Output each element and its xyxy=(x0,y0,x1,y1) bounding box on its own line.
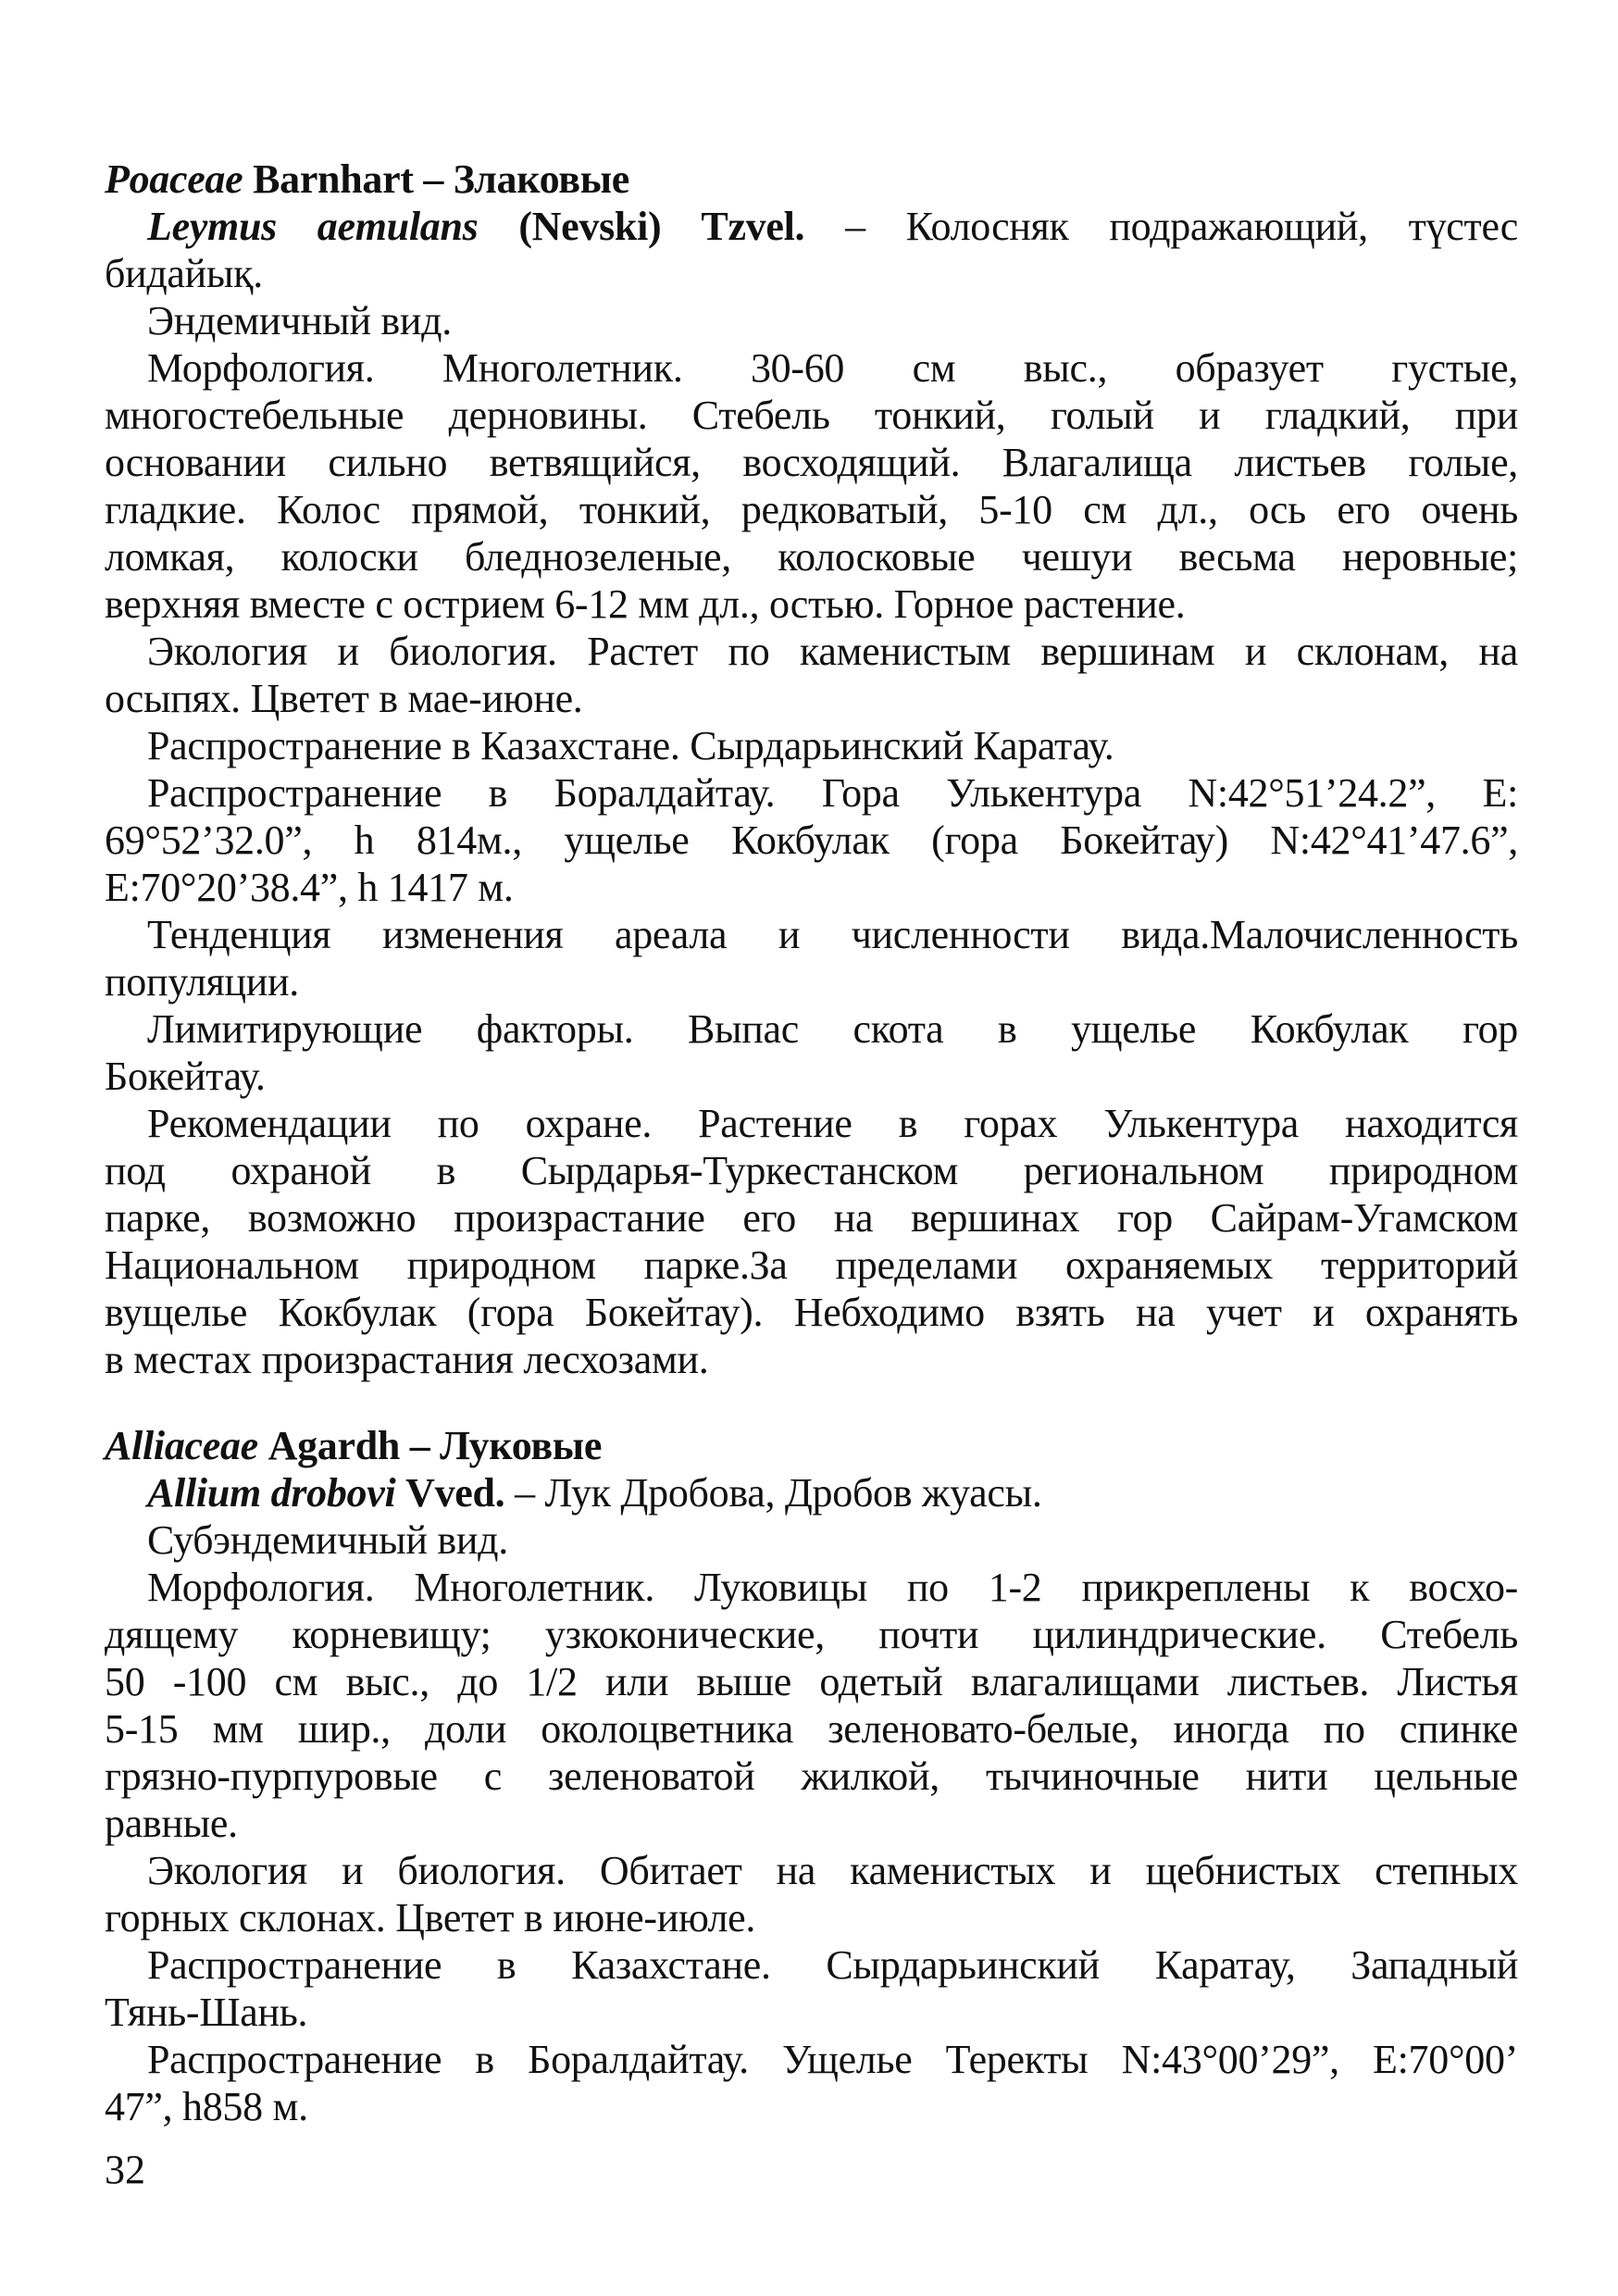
text-run: Poaceae xyxy=(105,156,254,202)
text-line: 5-15 мм шир., доли околоцветника зеленовато-белые, иногда по спинке xyxy=(105,1706,1518,1752)
text-run: Agardh – Луковые xyxy=(268,1423,603,1468)
text-run: – Колосняк подражающий, түстес xyxy=(845,204,1518,249)
text-line: горных склонах. Цветет в июне-июле. xyxy=(105,1895,756,1940)
text-run: Leymus aemulans xyxy=(147,204,519,249)
text-line: парке, возможно произрастание его на вершинах гор Сайрам-Угамском xyxy=(105,1195,1518,1241)
species-section-poaceae xyxy=(105,156,1518,1383)
text-line: ломкая, колоски бледнозеленые, колосковые чешуи весьма неровные; xyxy=(105,534,1518,580)
text-line: Распространение в Боралдайтау. Гора Улькентура N:42°51’24.2”, E: xyxy=(147,770,1518,816)
text-line: 50 -100 см выс., до 1/2 или выше одетый влагалищами листьев. Листья xyxy=(105,1659,1518,1704)
text-run: Vved. xyxy=(405,1470,516,1516)
text-line: бидайық. xyxy=(105,251,263,296)
text-line: в местах произрастания лесхозами. xyxy=(105,1337,709,1382)
text-run: Barnhart – Злаковые xyxy=(253,156,630,202)
text-line: Морфология. Многолетник. Луковицы по 1-2 прикреплены к восхо- xyxy=(147,1565,1518,1610)
text-line: популяции. xyxy=(105,959,299,1004)
text-run: (Nevski) Tzvel. xyxy=(518,204,846,249)
section-header xyxy=(105,156,1518,203)
text-line: Распространение в Казахстане. Сырдарьинский Каратау, Западный xyxy=(147,1942,1518,1988)
text-line: Тенденция изменения ареала и численности вида.Малочисленность xyxy=(147,912,1518,957)
text-line: вущелье Кокбулак (гора Бокейтау). Небходимо взять на учет и охранять xyxy=(105,1290,1518,1335)
text-run: – Лук Дробова, Дробов жуасы. xyxy=(515,1470,1042,1516)
text-line: Национальном природном парке.За пределами охраняемых территорий xyxy=(105,1242,1518,1288)
text-line: гладкие. Колос прямой, тонкий, редковатый, 5-10 см дл., ось его очень xyxy=(105,487,1518,532)
text-run: Alliaceae xyxy=(105,1423,268,1468)
text-line: 69°52’32.0”, h 814м., ущелье Кокбулак (гора Бокейтау) N:42°41’47.6”, xyxy=(105,817,1518,863)
text-line: Рекомендации по охране. Растение в горах Улькентура находится xyxy=(147,1101,1518,1146)
section-header xyxy=(105,1422,1518,1469)
text-line: Распространение в Казахстане. Сырдарьинский Каратау. xyxy=(147,723,1114,768)
text-line: под охраной в Сырдарья-Туркестанском региональном природном xyxy=(105,1148,1518,1193)
text-line: многостебельные дерновины. Стебель тонкий, голый и гладкий, при xyxy=(105,393,1518,438)
text-line: основании сильно ветвящийся, восходящий. Влагалища листьев голые, xyxy=(105,440,1518,485)
text-line: Субэндемичный вид. xyxy=(147,1517,508,1563)
text-line: Тянь-Шань. xyxy=(105,1990,308,2035)
text-line: Бокейтау. xyxy=(105,1054,266,1099)
text-line: дящему корневищу; узкоконические, почти цилиндрические. Стебель xyxy=(105,1612,1518,1657)
text-line: Распространение в Боралдайтау. Ущелье Теректы N:43°00’29”, E:70°00’ xyxy=(147,2037,1518,2082)
text-line: равные. xyxy=(105,1801,238,1846)
text-line: 47”, h858 м. xyxy=(105,2084,308,2129)
text-line xyxy=(105,1469,1518,1516)
text-line: Морфология. Многолетник. 30-60 см выс., образует густые, xyxy=(147,345,1518,391)
text-line: осыпях. Цветет в мае-июне. xyxy=(105,676,583,721)
page-number: 32 xyxy=(105,2147,145,2192)
text-line: грязно-пурпуровые с зеленоватой жилкой, тычиночные нити цельные xyxy=(105,1753,1518,1799)
text-line: Экология и биология. Обитает на каменистых и щебнистых степных xyxy=(147,1848,1518,1893)
text-line: Экология и биология. Растет по каменистым вершинам и склонам, на xyxy=(147,629,1518,674)
text-run: Allium drobovi xyxy=(147,1470,406,1516)
text-line: Эндемичный вид. xyxy=(147,298,452,343)
text-block xyxy=(105,156,1518,2130)
text-line: верхняя вместе с острием 6-12 мм дл., остью. Горное растение. xyxy=(105,581,1186,627)
species-section-alliaceae xyxy=(105,1422,1518,2130)
text-line xyxy=(105,203,1518,250)
text-line: Лимитирующие факторы. Выпас скота в ущелье Кокбулак гор xyxy=(147,1006,1518,1052)
text-line: E:70°20’38.4”, h 1417 м. xyxy=(105,865,514,910)
